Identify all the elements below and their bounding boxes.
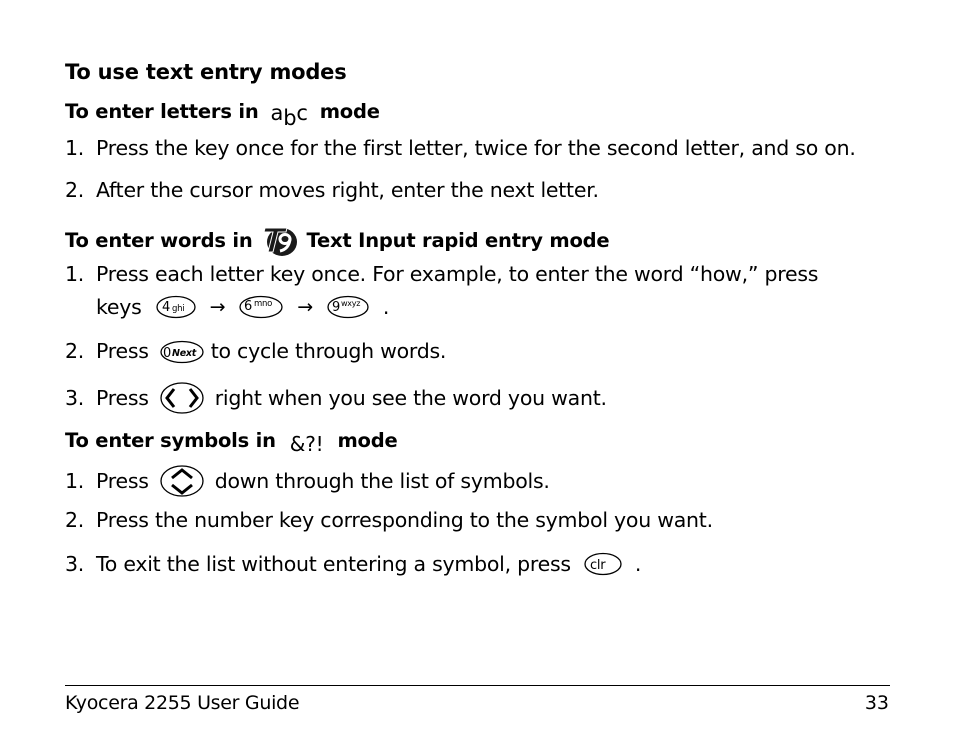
symbols-heading-post: mode — [337, 428, 398, 452]
symbols-step-3: 3. To exit the list without entering a symbol, press clr . — [65, 552, 642, 576]
footer-page-number: 33 — [864, 692, 889, 714]
symbol-mode-icon: &?! — [289, 432, 324, 456]
svg-text:9: 9 — [331, 300, 340, 315]
words-step-3: 3. Press right when you see the word you want. — [65, 381, 607, 415]
key-6-icon — [239, 295, 283, 319]
svg-text:clr: clr — [589, 558, 606, 573]
up-down-nav-key-icon — [159, 464, 205, 498]
footer-guide-title: Kyocera 2255 User Guide — [65, 692, 300, 714]
arrow-1: → — [209, 296, 226, 318]
clr-key-icon — [583, 551, 623, 577]
letters-heading-post: mode — [319, 99, 380, 123]
arrow-2: → — [297, 296, 313, 318]
words-heading — [65, 222, 609, 258]
t9-icon — [261, 222, 299, 258]
symbols-heading — [65, 428, 398, 456]
key-0-next-icon — [159, 338, 205, 364]
svg-text:Next: Next — [171, 348, 196, 359]
left-right-nav-key-icon — [159, 381, 205, 415]
section-title: To use text entry modes — [65, 60, 347, 84]
words-step-2: 2. Press 0 Next to cycle through words. — [65, 339, 447, 363]
letters-heading-pre: To enter letters in — [65, 99, 259, 123]
words-heading-pre: To enter words in — [65, 228, 253, 252]
key-9-icon — [327, 295, 369, 319]
symbols-step-1: 1. Press down through the list of symbols. — [65, 464, 550, 498]
footer-rule — [65, 685, 890, 686]
words-step-1-keys: keys 4 ghi → 6 mno → 9 wxyz . — [96, 295, 390, 319]
svg-text:mno: mno — [254, 299, 273, 309]
letters-step-2: 2. After the cursor moves right, enter the next letter. — [65, 178, 599, 202]
symbols-heading-pre: To enter symbols in — [65, 428, 276, 452]
symbols-step-2: 2. Press the number key corresponding to the symbol you want. — [65, 508, 713, 532]
words-step-1: 1. Press each letter key once. For example, to enter the word “how,” press — [65, 262, 819, 286]
letters-heading — [65, 99, 380, 130]
letters-step-1: 1. Press the key once for the first letter, twice for the second letter, and so on. — [65, 136, 856, 160]
svg-text:6: 6 — [244, 299, 253, 314]
svg-text:0: 0 — [162, 346, 171, 361]
svg-text:4: 4 — [161, 300, 170, 315]
abc-mode-icon: abc — [270, 101, 308, 130]
svg-text:ghi: ghi — [171, 304, 184, 314]
svg-text:wxyz: wxyz — [340, 299, 361, 308]
words-heading-post: Text Input rapid entry mode — [306, 228, 610, 252]
key-4-icon — [156, 295, 196, 319]
